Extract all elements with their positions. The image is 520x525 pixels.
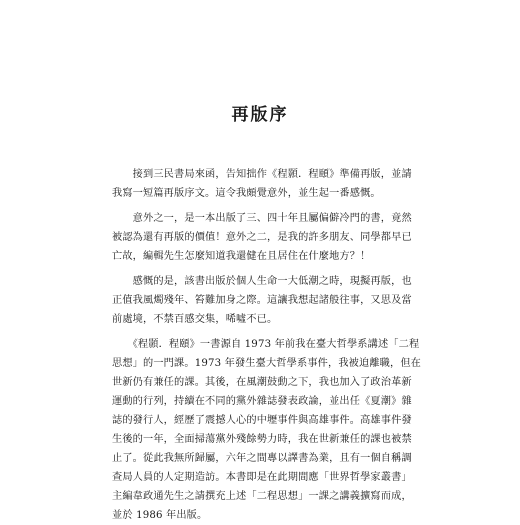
text-line: 亡故，編輯先生怎麼知道我還健在且居住在什麼地方？！: [112, 251, 371, 262]
preface-body: [112, 165, 422, 525]
text-line: 世新仍有兼任的課。其後，在風潮鼓動之下，我也加入了政治革新: [112, 377, 412, 388]
text-line: 《程顥．程頤》一書源自 1973 年前我在臺大哲學系講述「二程: [112, 339, 420, 350]
text-line: 誌的發行人，經歷了震撼人心的中壢事件與高雄事件。高雄事件發: [112, 415, 412, 426]
text-line: 我寫一短篇再版序文。這令我頗覺意外，並生起一番感慨。: [112, 188, 381, 199]
text-line: 主編韋政通先生之請撰充上述「二程思想」一課之講義擴寫而成，: [112, 491, 412, 502]
text-line: 思想」的一門課。1973 年發生臺大哲學系事件，我被迫離職，但在: [112, 358, 422, 369]
text-line: 接到三民書局來函，告知拙作《程顥．程頤》準備再版，並請: [112, 169, 412, 180]
text-line: 前處境，不禁百感交集，唏噓不已。: [112, 314, 278, 325]
text-line: 感慨的是，該書出版於個人生命一大低潮之時，現擬再版，也: [112, 276, 412, 287]
text-line: 正值我風燭殘年、笞難加身之際。這讓我想起諸般往事，又思及當: [112, 295, 412, 306]
text-line: 止了。從此我無所歸屬，六年之間專以譯書為業，且有一個自稱調: [112, 453, 412, 464]
text-line: 運動的行列，持續在不同的黨外雜誌發表政論，並出任《夏潮》雜: [112, 396, 412, 407]
page-title: 再版序: [231, 105, 289, 125]
text-line: 意外之一，是一本出版了三、四十年且屬偏僻冷門的書，竟然: [112, 213, 412, 224]
text-line: 被認為還有再版的價值！意外之二，是我的許多朋友、同學都早已: [112, 232, 412, 243]
text-line: 查局人員的人定期造訪。本書即是在此期間應「世界哲學家叢書」: [112, 472, 412, 483]
text-line: 生後的一年，全面掃蕩黨外殘餘勢力時，我在世新兼任的課也被禁: [112, 434, 412, 445]
text-line: 並於 1986 年出版。: [112, 510, 208, 521]
